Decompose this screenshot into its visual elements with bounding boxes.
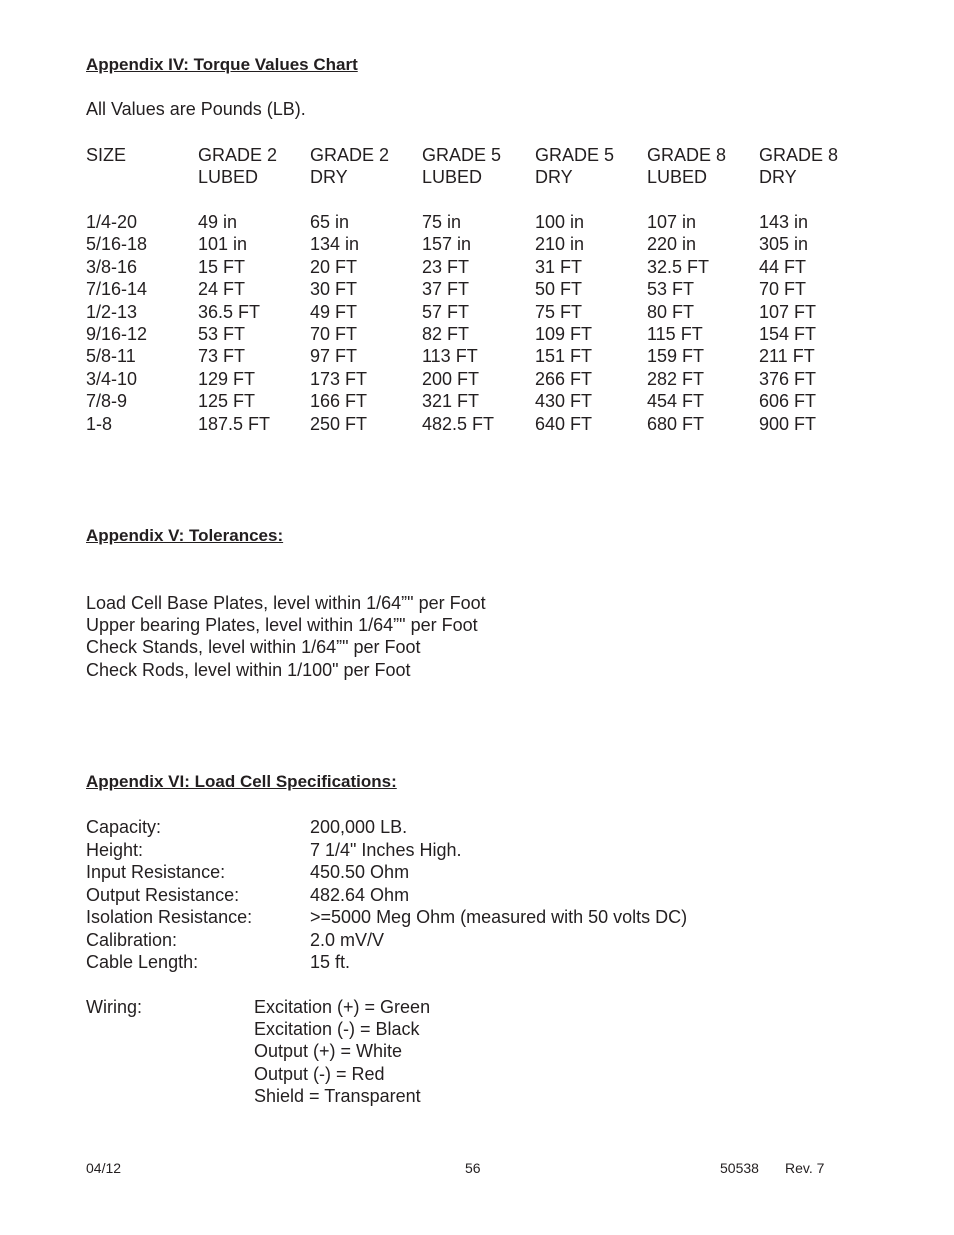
- wiring-line: Excitation (-) = Black: [254, 1019, 420, 1039]
- torque-cell: 32.5 FT: [647, 257, 710, 277]
- tolerance-line: Load Cell Base Plates, level within 1/64”" per Foot: [86, 593, 486, 613]
- torque-cell: 49 FT: [310, 302, 358, 322]
- column-header: GRADE 2: [310, 145, 390, 165]
- torque-cell: 900 FT: [759, 414, 817, 434]
- spec-label: Height:: [86, 840, 144, 860]
- torque-cell: 282 FT: [647, 369, 705, 389]
- appendix-iv-heading: Appendix IV: Torque Values Chart: [86, 55, 358, 74]
- torque-cell: 24 FT: [198, 279, 246, 299]
- doc-number: 50538: [720, 1160, 759, 1176]
- torque-cell: 125 FT: [198, 391, 256, 411]
- torque-cell: 107 in: [647, 212, 697, 232]
- torque-cell: 100 in: [535, 212, 585, 232]
- torque-cell: 49 in: [198, 212, 238, 232]
- spec-value: 482.64 Ohm: [310, 885, 410, 905]
- torque-cell: 80 FT: [647, 302, 695, 322]
- torque-cell: 70 FT: [759, 279, 807, 299]
- page-number: 56: [465, 1160, 481, 1176]
- torque-cell: 50 FT: [535, 279, 583, 299]
- torque-cell: 37 FT: [422, 279, 470, 299]
- torque-cell: 430 FT: [535, 391, 593, 411]
- bolt-size-cell: 7/16-14: [86, 279, 148, 299]
- units-note: All Values are Pounds (LB).: [86, 99, 306, 119]
- torque-cell: 20 FT: [310, 257, 358, 277]
- torque-cell: 151 FT: [535, 346, 593, 366]
- spec-value: 2.0 mV/V: [310, 930, 385, 950]
- bolt-size-cell: 5/8-11: [86, 346, 136, 366]
- torque-cell: 82 FT: [422, 324, 470, 344]
- torque-cell: 154 FT: [759, 324, 817, 344]
- footer-date: 04/12: [86, 1160, 122, 1176]
- torque-cell: 73 FT: [198, 346, 246, 366]
- spec-value: >=5000 Meg Ohm (measured with 50 volts DC): [310, 907, 688, 927]
- column-header-sub: DRY: [535, 167, 573, 187]
- torque-cell: 187.5 FT: [198, 414, 271, 434]
- torque-cell: 250 FT: [310, 414, 368, 434]
- column-header: SIZE: [86, 145, 127, 165]
- torque-cell: 113 FT: [422, 346, 478, 366]
- torque-cell: 107 FT: [759, 302, 817, 322]
- column-header: GRADE 8: [759, 145, 839, 165]
- torque-cell: 53 FT: [647, 279, 695, 299]
- wiring-line: Shield = Transparent: [254, 1086, 421, 1106]
- revision: Rev. 7: [785, 1160, 825, 1176]
- tolerance-line: Check Rods, level within 1/100" per Foot: [86, 660, 411, 680]
- torque-cell: 115 FT: [647, 324, 703, 344]
- torque-cell: 65 in: [310, 212, 350, 232]
- torque-cell: 606 FT: [759, 391, 817, 411]
- torque-cell: 30 FT: [310, 279, 358, 299]
- torque-cell: 680 FT: [647, 414, 705, 434]
- torque-cell: 166 FT: [310, 391, 368, 411]
- bolt-size-cell: 1-8: [86, 414, 113, 434]
- torque-cell: 134 in: [310, 234, 360, 254]
- torque-cell: 376 FT: [759, 369, 817, 389]
- torque-cell: 220 in: [647, 234, 697, 254]
- spec-label: Capacity:: [86, 817, 162, 837]
- column-header-sub: LUBED: [647, 167, 708, 187]
- column-header: GRADE 5: [422, 145, 502, 165]
- bolt-size-cell: 3/4-10: [86, 369, 138, 389]
- torque-cell: 36.5 FT: [198, 302, 261, 322]
- torque-cell: 75 FT: [535, 302, 583, 322]
- torque-cell: 75 in: [422, 212, 462, 232]
- wiring-line: Output (-) = Red: [254, 1064, 385, 1084]
- spec-label: Input Resistance:: [86, 862, 226, 882]
- spec-value: 200,000 LB.: [310, 817, 408, 837]
- torque-cell: 44 FT: [759, 257, 807, 277]
- column-header: GRADE 2: [198, 145, 278, 165]
- bolt-size-cell: 1/4-20: [86, 212, 138, 232]
- torque-cell: 157 in: [422, 234, 472, 254]
- column-header-sub: DRY: [759, 167, 797, 187]
- torque-cell: 321 FT: [422, 391, 480, 411]
- bolt-size-cell: 1/2-13: [86, 302, 138, 322]
- torque-cell: 101 in: [198, 234, 248, 254]
- appendix-v-heading: Appendix V: Tolerances:: [86, 526, 284, 545]
- torque-cell: 266 FT: [535, 369, 593, 389]
- column-header-sub: LUBED: [422, 167, 483, 187]
- spec-label: Output Resistance:: [86, 885, 240, 905]
- appendix-vi-heading: Appendix VI: Load Cell Specifications:: [86, 772, 397, 791]
- torque-cell: 57 FT: [422, 302, 470, 322]
- column-header-sub: DRY: [310, 167, 348, 187]
- column-header: GRADE 8: [647, 145, 727, 165]
- bolt-size-cell: 9/16-12: [86, 324, 148, 344]
- column-header: GRADE 5: [535, 145, 615, 165]
- torque-cell: 454 FT: [647, 391, 705, 411]
- torque-cell: 640 FT: [535, 414, 593, 434]
- spec-label: Isolation Resistance:: [86, 907, 253, 927]
- torque-cell: 70 FT: [310, 324, 358, 344]
- torque-cell: 15 FT: [198, 257, 246, 277]
- torque-cell: 482.5 FT: [422, 414, 495, 434]
- torque-cell: 159 FT: [647, 346, 705, 366]
- spec-label: Calibration:: [86, 930, 178, 950]
- torque-cell: 211 FT: [759, 346, 815, 366]
- torque-cell: 31 FT: [535, 257, 583, 277]
- bolt-size-cell: 5/16-18: [86, 234, 148, 254]
- torque-cell: 173 FT: [310, 369, 368, 389]
- wiring-line: Output (+) = White: [254, 1041, 403, 1061]
- torque-cell: 109 FT: [535, 324, 593, 344]
- torque-cell: 305 in: [759, 234, 809, 254]
- spec-label: Cable Length:: [86, 952, 199, 972]
- bolt-size-cell: 3/8-16: [86, 257, 138, 277]
- torque-cell: 200 FT: [422, 369, 480, 389]
- bolt-size-cell: 7/8-9: [86, 391, 128, 411]
- torque-cell: 143 in: [759, 212, 809, 232]
- column-header-sub: LUBED: [198, 167, 259, 187]
- torque-cell: 129 FT: [198, 369, 256, 389]
- torque-cell: 210 in: [535, 234, 585, 254]
- tolerance-line: Check Stands, level within 1/64”" per Foot: [86, 637, 421, 657]
- wiring-line: Excitation (+) = Green: [254, 997, 431, 1017]
- wiring-label: Wiring:: [86, 997, 143, 1017]
- torque-cell: 97 FT: [310, 346, 358, 366]
- spec-value: 15 ft.: [310, 952, 351, 972]
- torque-cell: 23 FT: [422, 257, 470, 277]
- spec-value: 450.50 Ohm: [310, 862, 410, 882]
- torque-cell: 53 FT: [198, 324, 246, 344]
- tolerance-line: Upper bearing Plates, level within 1/64”" per Foot: [86, 615, 478, 635]
- spec-value: 7 1/4" Inches High.: [310, 840, 462, 860]
